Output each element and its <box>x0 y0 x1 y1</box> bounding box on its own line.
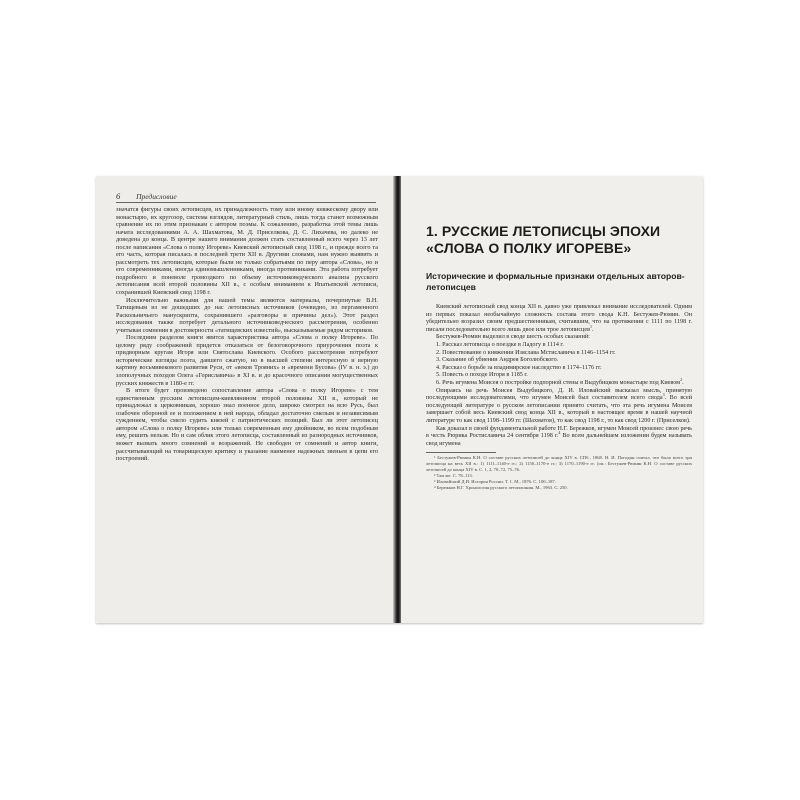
running-head-title: Предисловие <box>136 192 177 201</box>
footnote: ⁴ Бережков Н.Г. Хронология русского летописания. М., 1963. С. 250. <box>434 485 568 490</box>
footnotes <box>426 455 692 490</box>
footnote: ¹ Бестужев-Рюмин К.Н. О составе русских летописей до конца XIV в. СПб., 1868. Н. И. Погодин считал, что было всего три летописца на весь XII в.: 1) 1111–1140-е гг.; 2) 1150–1170-е гг.; 3) 1170–1190-е гг. (см.: Бестужев-Рюмин К.Н. О составе русских летописей до конца XIV в. С. 1, 2, 70–72, 75–76. <box>426 455 692 473</box>
paragraph: Бестужев-Рюмин выделил в своде шесть особых сказаний: <box>436 334 590 341</box>
left-page <box>96 176 395 623</box>
paragraph: Как доказал в своей фундаментальной работе Н.Г. Бережков, игумен Моисей произнес свою речь в честь Рюрика Ростиславича 24 сентября 1198 г.$^4$ Во всем дальнейшем изложении будем называть свод игумена <box>426 425 692 447</box>
section-title: Исторические и формальные признаки отдельных авторов-летописцев <box>426 271 685 292</box>
footnote: ³ Иловайский Д.И. История России. Т. 1. М., 1876. С. 100–187. <box>434 479 556 485</box>
list-item: 3. Сказание об убиении Андрея Боголюбского. <box>436 357 559 364</box>
footnote: ² Там же. С. 78–113. <box>434 473 473 479</box>
list-item: 5. Повесть о походе Игоря в 1185 г. <box>436 372 528 379</box>
paragraph: Опираясь на речь Моисея Выдубицкого, Д. И. Иловайский высказал мысль, принятую последующими исследователями, что игумен Моисей был составителем всего свода$^3$. Во всей последующей литературе о русском летописании принято считать, что эта речь игумена Моисея завершает собой весь Киевский свод конца XII в., который в настоящее время в нашей научной литературе то как свод 1198–1199 гг. (Шахматов), то как свод 1198 г., то как свод 1200 г. (Приселков). <box>426 387 692 425</box>
list-item: 1. Рассказ летописца о поездке в Ладогу в 1114 г. <box>436 342 564 349</box>
right-page <box>401 176 703 623</box>
footnote-ref: 3 <box>662 392 665 398</box>
paragraph: Киевский летописный свод конца XII в. давно уже привлекал внимание исследователей. Одним из первых показал необычайную сложность состава этого свода К.Н. Бестужев-Рюмин. Он убедительно возразил своим предшественникам, считавшим, что на протяжении с 1111 по 1198 г. писали последовательно всего лишь двое или трое летописцев$^1$. <box>426 304 692 333</box>
footnote-ref: 1 <box>589 323 592 329</box>
footnote-divider <box>426 452 496 453</box>
book-spread <box>96 176 703 623</box>
paragraph: Последним разделом книги явится характеристика автора «Слова о полку Игореве». По целому ряду соображений придется отказаться от безоговорочного приурочения поэта к придворным кругам Игоря или Святослава Киевского. Особого рассмотрения потребуют исторические взгляды поэта, давшего сжатую, но в высшей степени интересную и верную картину восьмивекового развития Руси, от «веков Трояних» и «времени Бусова» (IV в. н. э.) до злополучных походов Олега «Гориславича» в XI в. и до красочного описания могущественных русских княжеств в 1180-е гг. <box>116 334 378 387</box>
list-item: 2. Повествование о княжении Изяслава Мстиславича в 1146–1154 гг. <box>436 349 616 356</box>
chapter-title: 1. РУССКИЕ ЛЕТОПИСЦЫ ЭПОХИ «СЛОВА О ПОЛКУ ИГОРЕВЕ» <box>426 223 661 256</box>
right-body-text <box>426 304 692 491</box>
left-body-text <box>116 206 378 463</box>
list-item: 6. Речь игумена Моисея о постройке подпорной стены в Выдубицком монастыре под Киевом$^2$. <box>436 376 684 387</box>
footnote-ref: 2 <box>680 376 683 382</box>
page-number: 6 <box>116 191 121 201</box>
paragraph: Исключительно важными для нашей темы являются материалы, почерпнутые В.Н. Татищевым из не дошедших до нас летописных источников (очевидно, из пергаменного Раскольничьего манускрипта, сохранившего «разговоры и причины дел»). Этот раздел исследования также потребует детального источниковедческого рассмотрения, особенно учитывая сомнения в достоверности «татищевских известий», высказываемые рядом историков. <box>116 296 378 334</box>
list-item: 4. Рассказ о борьбе за владимирское наследство в 1174–1176 гг. <box>436 364 602 371</box>
footnote-ref: 4 <box>558 430 561 436</box>
paragraph: В итоге будет произведено сопоставление автора «Слова о полку Игореве» с тем единственным русским летописцем-киевлянином второй половины XII в., который не принадлежал к церковникам, хорошо знал военное дело, широко смотрел на всю Русь, был озабочен обороной ее и положением в ней народа, обладал достаточно смелым и независимым суждением, чтобы смело судить князей с патриотических позиций. Был ли этот летописец автором «Слова о полку Игореве» или только современным ему двойником, во всем подобным ему, решить нельзя. Но и сам облик этого летописца, составленный из разнородных источников, может вызвать много сомнений и возражений. Не свободен от сомнений и автор книги, рассчитывающий на товарищескую критику и указание наименее надежных звеньев в цепи его построений. <box>116 387 378 463</box>
running-head <box>116 191 376 203</box>
paragraph: значатся фигуры своих летописцев, их принадлежность тому или иному княжескому двору или монастырю, их кругозор, система взглядов, литературный стиль, лишь тогда станет возможным сравнение их по этим признакам с автором поэмы. К сожалению, разработка этой темы лишь начата исследованиями А. А. Шахматова, М. Д. Приселкова, Д. С. Лихачева, но далеко не доведена до конца. В центре нашего внимания должен стать составленный всего через 13 лет после написания «Слова о полку Игореве» Киевский летописный свод 1198 г., и прежде всего та его часть, которая писалась в последней трети XII в. Другими словами, нам нужно выявить и рассмотреть тех летописцев, которые были не только собратьями по перу автора «Слова», но и его современниками, иногда единомышленниками, иногда противниками. Эта работа потребует подробного и поневоле громоздкого по объему источниковедческого анализа русского летописания всей второй половины XII в., с особым вниманием к Ипатьевской летописи, сохранившей Киевский свод 1198 г. <box>116 206 378 297</box>
